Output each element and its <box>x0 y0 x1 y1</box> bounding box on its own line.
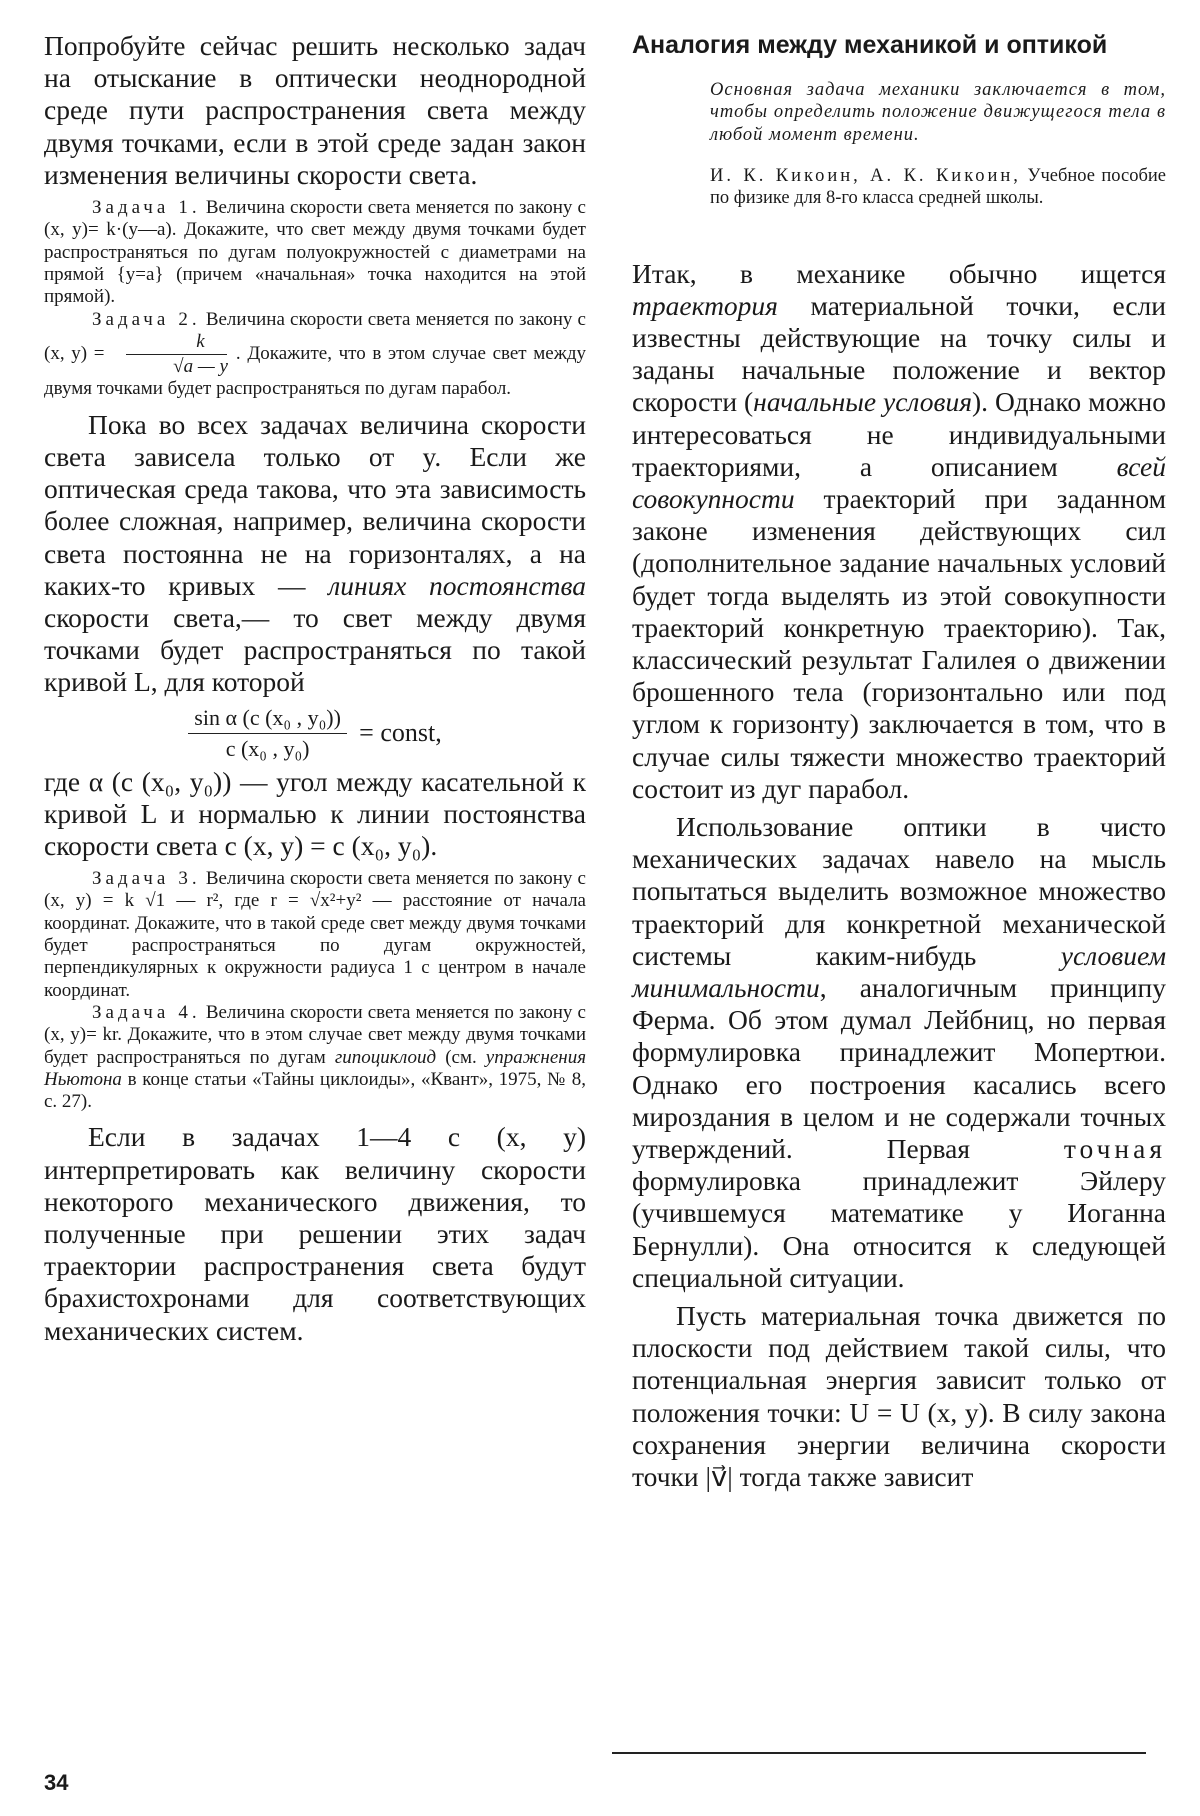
paragraph-trajectories <box>632 258 1166 805</box>
paragraph-material-point: Пусть материальная точка движется по плоскости под действием такой силы, что потенциальная энергия зависит только от положения точки: U = U (x, y). В силу закона сохранения энергии величина скорости точки |v⃗| тогда также зависит <box>632 1300 1166 1493</box>
trajectories-text-c: ). Однако можно интересоваться не индивидуальными траекториями, а описанием <box>632 386 1167 482</box>
optics-spaced-word: точная <box>1063 1132 1167 1164</box>
task-4-text-a: Величина скорости света меняется по закону c (x, y)= kr. Докажите, что в этом случае свет между двумя точками будет распространяться по дугам <box>44 1001 586 1068</box>
optics-text-c: формулировка принадлежит Эйлеру (учившемуся математике у Иоганна Бернулли). Она относится к следующей специальной ситуации. <box>632 1165 1166 1293</box>
task-4-italic-b: упражнения Ньютона <box>44 1046 587 1090</box>
task-4-italic-a: гипоциклоид <box>334 1046 437 1068</box>
footer-rule <box>612 1752 1146 1754</box>
task-2 <box>44 309 586 401</box>
paragraph-intro: Попробуйте сейчас решить несколько задач на отыскание в оптически неоднородной среде пути распространения света между двумя точками, если в этой среде задан закон изменения величины скорости света. <box>44 30 586 190</box>
paragraph-level-curves-text: Пока во всех задачах величина скорости света зависела только от y. Если же оптическая среда такова, что эта зависимость более сложная, например, величина скорости света постоянна не на горизонталях, а на каких-то кривых — <box>44 408 586 601</box>
task-2-text-before: Величина скорости света меняется по закону c (x, y) = <box>44 308 586 364</box>
task-1 <box>44 197 586 308</box>
optics-text-a: Использование оптики в чисто механических задачах навело на мысль попытаться выделить возможное множество траекторий для конкретной механической системы каким-нибудь <box>632 810 1166 971</box>
task-2-label: Задача 2. <box>92 308 201 330</box>
formula-denominator: c (x₀ , y₀) <box>225 735 310 761</box>
task-2-fraction-denominator: √a — y <box>173 356 228 378</box>
trajectories-italic-3: всей совокупности <box>632 450 1166 514</box>
task-4-text-c: в конце статьи «Тайны циклоиды», «Квант», 1975, № 8, с. 27). <box>44 1068 587 1113</box>
paragraph-level-curves-italic: линиях постоянства <box>328 569 586 601</box>
task-3-label: Задача 3. <box>92 868 201 890</box>
paragraph-level-curves <box>44 409 586 699</box>
task-2-fraction-numerator: k <box>126 331 226 355</box>
formula-numerator: sin α (c (x₀ , y₀)) <box>188 705 347 734</box>
task-1-label: Задача 1. <box>92 197 201 219</box>
trajectories-italic-2: начальные условия <box>753 386 972 418</box>
formula-fraction <box>188 705 347 762</box>
task-2-text-after: . Докажите, что в этом случае свет между двумя точками будет распространяться по дугам парабол. <box>44 342 587 400</box>
task-4-label: Задача 4. <box>92 1001 201 1023</box>
paragraph-brachistochrone: Если в задачах 1—4 c (x, y) интерпретировать как величину скорости некоторого механического движения, то полученные при решении этих задач траектории распространения света будут брахистохронами для соответствующих механических систем. <box>44 1121 586 1346</box>
trajectories-text-a: Итак, в механике обычно ищется <box>632 257 1166 289</box>
paragraph-angle-definition: где α (c (x₀, y₀)) — угол между касательной к кривой L и нормалью к линии постоянства скорости света c (x, y) = c (x₀, y₀). <box>44 765 586 861</box>
optics-italic-1: условием минимальности <box>632 939 1167 1003</box>
left-column <box>44 30 586 1353</box>
trajectories-text-d: траекторий при заданном законе изменения действующих сил (дополнительное задание начальных условий будет тогда выделять из этой совокупности траекторий конкретную траекторию). Так, классический результат Галилея о движении брошенного тела (горизонтально или под углом к горизонту) заключается в том, что в случае силы тяжести множество траекторий состоит из дуг парабол. <box>632 482 1166 804</box>
task-2-fraction <box>117 331 236 379</box>
epigraph-citation <box>710 165 1166 210</box>
snell-formula <box>44 705 586 762</box>
task-3-text: Величина скорости света меняется по закону c (x, y) = k √1 — r², где r = √x²+y² — расстояние от начала координат. Докажите, что в такой среде свет между двумя точками будет распространяться по дугам окружностей, перпендикулярных к окружности радиуса 1 с центром в начале координат. <box>44 868 586 1001</box>
citation-source: Учебное пособие по физике для 8-го класса средней школы. <box>710 165 1166 208</box>
trajectories-italic-1: траектория <box>632 289 778 321</box>
page-number: 34 <box>44 1770 69 1795</box>
epigraph: Основная задача механики заключается в том, чтобы определить положение движущегося тела в любой момент времени. <box>710 79 1166 145</box>
right-column <box>632 30 1166 1499</box>
optics-text-b: , аналогичным принципу Ферма. Об этом думал Лейбниц, но первая формулировка принадлежит Мопертюи. Однако его построения касались всего мироздания в целом и не содержали точных утверждений. Первая <box>632 971 1166 1164</box>
task-4 <box>44 1002 586 1113</box>
citation-author: И. К. Кикоин, А. К. Кикоин, <box>710 165 1021 186</box>
formula-rhs: = const, <box>359 718 442 748</box>
task-4-text-b: (см. <box>445 1046 477 1068</box>
section-heading: Аналогия между механикой и оптикой <box>632 31 1108 59</box>
paragraph-optics-in-mechanics <box>632 811 1166 1294</box>
task-1-text: Величина скорости света меняется по закону c (x, y)= k·(y—a). Докажите, что свет между двумя точками будет распространяться по дугам полуокружностей с диаметрами на прямой {y=a} (причем «начальная» точка находится на этой прямой). <box>44 197 586 308</box>
trajectories-text-b: материальной точки, если известны действующие на точку силы и заданы начальные положение и вектор скорости ( <box>632 289 1167 418</box>
paragraph-level-curves-end: скорости света,— то свет между двумя точками будет распространяться по такой кривой L, для которой <box>44 601 586 698</box>
task-3 <box>44 868 586 1002</box>
